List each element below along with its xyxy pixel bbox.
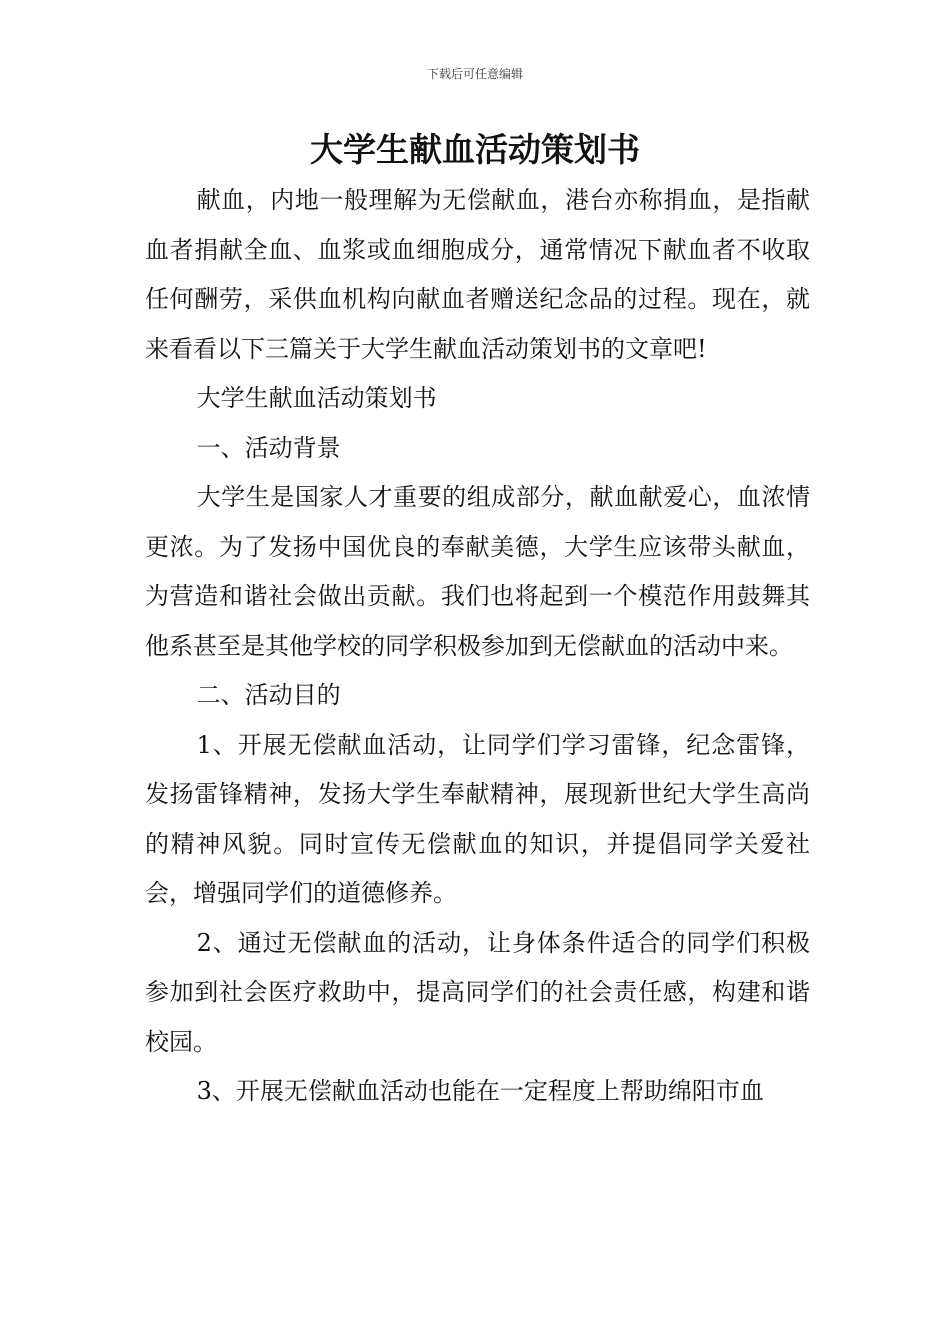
subtitle-paragraph: 大学生献血活动策划书 (196, 384, 437, 412)
document-title: 大学生献血活动策划书 (310, 130, 640, 169)
background-paragraph: 大学生是国家人才重要的组成部分，献血献爱心，血浓情更浓。为了发扬中国优良的奉献美德，大学生应该带头献血，为营造和谐社会做出贡献。我们也将起到一个模范作用鼓舞其他系甚至是其他学校的同学积极参加到无偿献血的活动中来。 (145, 483, 810, 660)
purpose-item-1: 1、开展无偿献血活动，让同学们学习雷锋，纪念雷锋，发扬雷锋精神，发扬大学生奉献精神，展现新世纪大学生高尚的精神风貌。同时宣传无偿献血的知识，并提倡同学关爱社会，增强同学们的道德修养。 (145, 730, 810, 907)
section-heading-purpose: 二、活动目的 (196, 681, 341, 709)
document-body (145, 176, 810, 1117)
purpose-item-3: 3、开展无偿献血活动也能在一定程度上帮助绵阳市血 (196, 1077, 764, 1105)
purpose-item-2: 2、通过无偿献血的活动，让身体条件适合的同学们积极参加到社会医疗救助中，提高同学们的社会责任感，构建和谐校园。 (145, 928, 810, 1056)
intro-paragraph: 献血，内地一般理解为无偿献血，港台亦称捐血，是指献血者捐献全血、血浆或血细胞成分，通常情况下献血者不收取任何酬劳，采供血机构向献血者赠送纪念品的过程。现在，就来看看以下三篇关于大学生献血活动策划书的文章吧! (145, 186, 810, 363)
header-note: 下载后可任意编辑 (426, 67, 523, 81)
section-heading-background: 一、活动背景 (196, 433, 341, 462)
